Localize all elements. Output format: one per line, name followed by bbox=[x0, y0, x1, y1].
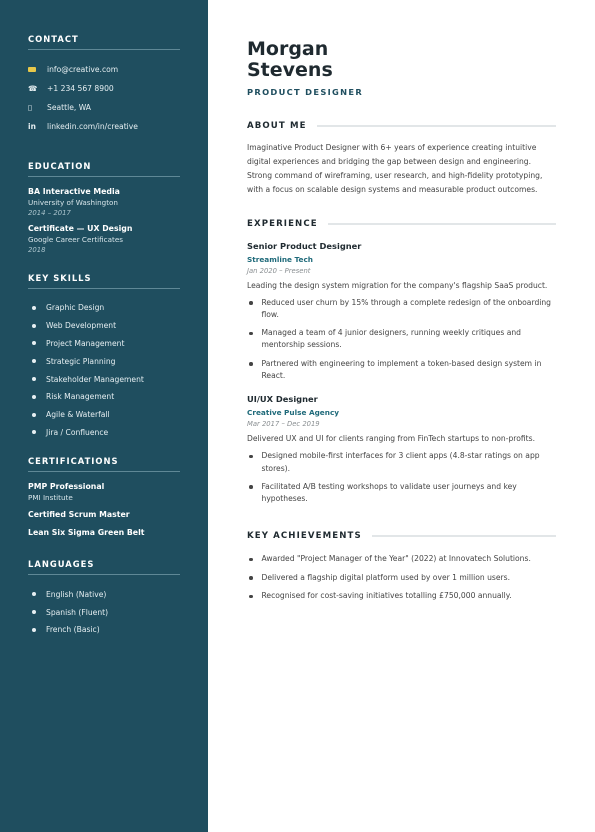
job-summary: Delivered UX and UI for clients ranging from FinTech startups to non-profits. bbox=[247, 434, 536, 444]
mail-icon bbox=[28, 65, 47, 74]
experience-section bbox=[247, 219, 556, 506]
certification-item bbox=[28, 510, 180, 519]
education-degree: Certificate — UX Design bbox=[28, 224, 133, 233]
about-section bbox=[247, 121, 556, 197]
job-bullet: Facilitated A/B testing workshops to validate user journeys and key hypotheses. bbox=[247, 481, 556, 506]
location-icon: ▯ bbox=[28, 103, 33, 112]
education-item bbox=[28, 224, 180, 254]
language-item: English (Native) bbox=[28, 585, 180, 603]
achievement-item: Awarded "Project Manager of the Year" (2022) at Innovatech Solutions. bbox=[247, 553, 556, 565]
name-last: Stevens bbox=[247, 59, 333, 81]
achievement-item: Delivered a flagship digital platform used by over 1 million users. bbox=[247, 572, 556, 584]
language-item: French (Basic) bbox=[28, 621, 180, 639]
education-section bbox=[28, 161, 180, 254]
skill-item: Jira / Confluence bbox=[28, 424, 180, 442]
contact-email-text: info@creative.com bbox=[47, 65, 119, 74]
about-text: Imaginative Product Designer with 6+ years of experience creating intuitive digital experiences and bridging the gap between design and engineering. Strong command of wireframing, user research, and high-fidelity prototyping, with a focus on scalable design systems and measurable product outcomes. bbox=[247, 143, 543, 194]
job-title: UI/UX Designer bbox=[247, 394, 318, 405]
achievement-item: Recognised for cost-saving initiatives totalling £750,000 annually. bbox=[247, 590, 556, 602]
skill-item: Project Management bbox=[28, 335, 180, 353]
skill-item: Stakeholder Management bbox=[28, 370, 180, 388]
education-school: Google Career Certificates bbox=[28, 235, 124, 244]
main-content bbox=[247, 0, 556, 602]
job-title: Senior Product Designer bbox=[247, 240, 362, 251]
section-divider bbox=[328, 223, 556, 225]
job-bullet: Designed mobile-first interfaces for 3 client apps (4.8-star ratings on app stores). bbox=[247, 450, 556, 475]
sidebar bbox=[0, 0, 208, 832]
contact-email[interactable] bbox=[28, 60, 180, 79]
skills-heading: KEY SKILLS bbox=[28, 273, 180, 289]
certification-title: Lean Six Sigma Green Belt bbox=[28, 528, 145, 538]
linkedin-icon: in bbox=[28, 122, 36, 131]
company-name: Streamline Tech bbox=[247, 254, 313, 264]
job-summary: Leading the design system migration for the company's flagship SaaS product. bbox=[247, 280, 548, 290]
job-bullet: Partnered with engineering to implement a token-based design system in React. bbox=[247, 358, 556, 383]
job-bullet: Managed a team of 4 junior designers, running weekly critiques and mentorship sessions. bbox=[247, 327, 556, 352]
contact-heading: CONTACT bbox=[28, 34, 180, 50]
certification-title: PMP Professional bbox=[28, 482, 105, 492]
education-years: 2018 bbox=[28, 246, 46, 254]
section-divider bbox=[372, 535, 556, 537]
about-heading: ABOUT ME bbox=[247, 121, 307, 131]
achievements-heading: KEY ACHIEVEMENTS bbox=[247, 531, 362, 542]
certification-item bbox=[28, 528, 180, 537]
phone-icon: ☎ bbox=[28, 84, 38, 93]
contact-linkedin[interactable] bbox=[28, 117, 180, 136]
contact-phone-text: +1 234 567 8900 bbox=[47, 84, 114, 93]
language-item: Spanish (Fluent) bbox=[28, 603, 180, 621]
skill-item: Web Development bbox=[28, 317, 180, 335]
languages-section bbox=[28, 559, 180, 638]
education-heading: EDUCATION bbox=[28, 161, 180, 177]
company-name: Creative Pulse Agency bbox=[247, 408, 340, 418]
certification-title: Certified Scrum Master bbox=[28, 510, 130, 520]
skill-item: Graphic Design bbox=[28, 299, 180, 317]
education-degree: BA Interactive Media bbox=[28, 187, 120, 196]
skill-item: Agile & Waterfall bbox=[28, 406, 180, 424]
skill-item: Risk Management bbox=[28, 388, 180, 406]
contact-location-text: Seattle, WA bbox=[47, 103, 91, 112]
contact-phone[interactable] bbox=[28, 79, 180, 98]
job-entry bbox=[247, 241, 556, 383]
job-bullet: Reduced user churn by 15% through a complete redesign of the onboarding flow. bbox=[247, 297, 556, 322]
job-dates: Jan 2020 – Present bbox=[247, 266, 311, 275]
education-school: University of Washington bbox=[28, 198, 118, 207]
experience-heading: EXPERIENCE bbox=[247, 218, 318, 229]
certification-item bbox=[28, 482, 180, 502]
languages-heading: LANGUAGES bbox=[28, 559, 180, 575]
skill-item: Strategic Planning bbox=[28, 352, 180, 370]
education-years: 2014 – 2017 bbox=[28, 209, 71, 217]
certification-issuer: PMI Institute bbox=[28, 493, 73, 503]
certifications-section bbox=[28, 456, 180, 537]
education-item bbox=[28, 187, 180, 217]
section-divider bbox=[317, 125, 556, 127]
contact-section bbox=[28, 0, 180, 136]
contact-location bbox=[28, 98, 180, 117]
skills-section bbox=[28, 273, 180, 441]
job-dates: Mar 2017 – Dec 2019 bbox=[247, 420, 320, 429]
name-first: Morgan bbox=[247, 38, 329, 60]
job-role: PRODUCT DESIGNER bbox=[247, 87, 364, 97]
certifications-heading: CERTIFICATIONS bbox=[28, 456, 180, 472]
achievements-section bbox=[247, 531, 556, 602]
job-entry bbox=[247, 394, 556, 505]
contact-linkedin-text: linkedin.com/in/creative bbox=[47, 122, 138, 131]
